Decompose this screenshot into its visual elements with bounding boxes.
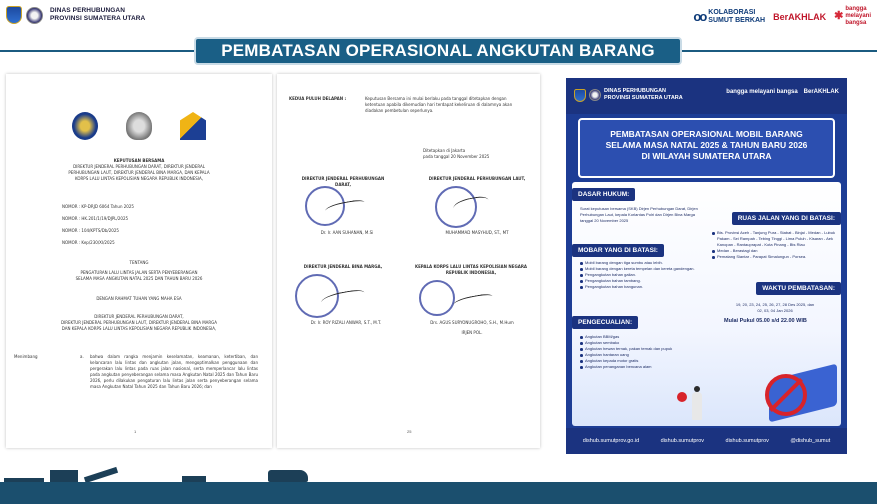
signatory-4-rank: IRJEN POL. [461,330,483,335]
kolaborasi-line-2: SUMUT BERKAH [708,16,766,24]
decree-line-1: DIREKTUR JENDERAL PERHUBUNGAN DARAT, DIREKTUR JENDERAL [73,164,205,169]
poster-title-2: SELAMA MASA NATAL 2025 & TAHUN BARU 2026 [605,140,808,150]
pengecualian-item: Angkutan penanganan bencana alam [580,364,676,370]
kolaborasi-logo [693,9,765,25]
mobar-item: Pengangkutan bahan bangunan. [580,284,702,290]
pengecualian-list [580,334,676,370]
menimbang-text: bahwa dalam rangka menjamin keselamatan, keamanan, ketertiban, dan kelancaran lalu lintas dan angkutan jalan, mengoptimalkan penggunaan dan pergerakan lalu lintas pada ruas jalan nasional, serta memperlancar lalu lintas pada angkutan penyeberangan selama masa Angkutan Natal 2025 dan Tahun Baru 2026, perlu dilakukan pengaturan lalu lintas jalan serta penyeberangan selama masa Angkutan Natal Tahun 2025 dan Tahun Baru 2026; dan [90,354,258,389]
province-emblem-icon [6,6,22,24]
decree-line-3: KORPS LALU LINTAS KEPOLISIAN NEGARA REPUBLIK INDONESIA, [74,176,204,181]
poster-title-1: PEMBATASAN OPERASIONAL MOBIL BARANG [610,129,803,139]
tanggal-text: pada tanggal 20 November 2025 [423,154,490,159]
mobar-item: Mobil barang dengan tiga sumbu atau lebih. [580,260,702,266]
article-label: KEDUA PULUH DELAPAN : [289,96,347,101]
footer-band [0,482,877,504]
ruas-item: Medan - Berastagi dan [712,248,838,254]
pengecualian-tag: PENGECUALIAN: [572,316,638,329]
poster-province-emblem-icon [574,89,586,102]
signatory-4-title: KEPALA KORPS LALU LINTAS KEPOLISIAN NEGARA REPUBLIK INDONESIA, [414,264,528,275]
title-banner [194,37,682,65]
page-number-right: 25 [407,429,412,434]
pengecualian-item: Angkutan BBM/gas [580,334,676,340]
poster-dishub-logo-icon [589,89,601,101]
kolaborasi-icon: oo [693,9,706,24]
traffic-officer-icon [692,392,702,420]
decree-rahmat: DENGAN RAHMAT TUHAN YANG MAHA ESA [96,296,182,301]
menimbang-letter: a. [80,354,84,359]
waktu-dates-1: 19, 20, 23, 24, 25, 26, 27, 28 Des 2025, dan [735,302,815,307]
bangga-line-2: melayani [845,13,871,19]
poster-title-box [578,118,835,178]
waktu-tag: WAKTU PEMBATASAN: [756,282,841,295]
footer-twitter: @dishub_sumut [790,438,831,444]
signatory-4-name: Drs. AGUS SURYONUGROHO, S.H., M.Hum [430,320,514,325]
poster-org [574,88,683,102]
berakhlak-logo: BerAKHLAK [773,11,827,22]
footer-instagram: dishub.sumutprov [660,438,705,444]
waktu-dates-2: 02, 03, 04 Jan 2026 [757,308,793,313]
decree-line-2: PERHUBUNGAN LAUT, DIREKTUR JENDERAL BINA MARGA, DAN KEPALA [68,170,210,175]
poster-header [566,78,847,114]
decree-director-3: DAN KEPALA KORPS LALU LINTAS KEPOLISIAN NEGARA REPUBLIK INDONESIA, [61,326,217,331]
decree-number-3: NOMOR : 104/KPTS/Db/2025 [62,228,119,233]
kemenhub-logo-icon [72,112,98,140]
footer-facebook: dishub.sumutprov [725,438,769,444]
prohibited-truck-icon [755,364,837,422]
ruas-jalan-list [712,230,838,260]
org-line-1: DINAS PERHUBUNGAN [50,7,126,14]
page-title: PEMBATASAN OPERASIONAL ANGKUTAN BARANG [221,41,655,60]
dishub-logo-icon [26,7,43,24]
org-line-2: PROVINSI SUMATERA UTARA [50,15,146,22]
poster-org-line-2: PROVINSI SUMATERA UTARA [604,95,683,101]
kolaborasi-line-1: KOLABORASI [708,8,756,16]
poster-brands [726,89,839,95]
mobar-tag: MOBAR YANG DI BATASI: [572,244,664,257]
header-org [6,6,145,24]
signatory-1-title: DIREKTUR JENDERAL PERHUBUNGAN DARAT, [301,176,385,187]
decree-logos [6,112,272,140]
decree-director-2: DIREKTUR JENDERAL PERHUBUNGAN LAUT, DIREKTUR JENDERAL BINA MARGA [60,320,218,325]
poster-body [572,182,841,426]
polri-logo-icon [126,112,152,140]
bangga-line-3: bangsa [845,20,867,26]
poster-title-3: DI WILAYAH SUMATERA UTARA [641,151,772,161]
header-brands [693,6,871,27]
mobar-item: Pengangkutan bahan galian. [580,272,702,278]
waktu-jam: Mulai Pukul 05.00 s/d 22.00 WIB [724,318,807,324]
decree-director-1: DIREKTUR JENDERAL PERHUBUNGAN DARAT, [94,314,184,319]
pengecualian-item: Angkutan kepada motor gratis [580,358,676,364]
pengecualian-item: Angkutan hantaran uang [580,352,676,358]
poster-brand-berakhlak: BerAKHLAK [803,89,839,95]
signatory-1-name: Dr. Ir. AAN SUHANAN, M.Si [320,230,374,235]
signature-4-icon [452,293,493,310]
footer-website: dishub.sumutprov.go.id [582,438,640,444]
pupr-logo-icon [180,112,206,140]
org-name [50,7,145,23]
mobar-list [580,260,702,290]
dasar-hukum-tag: DASAR HUKUM: [572,188,635,201]
bus-icon [268,470,308,482]
menimbang-label: Menimbang [14,354,38,359]
decree-number-2: NOMOR : HK.201/1/19/DJPL/2025 [62,216,129,221]
article-text: Keputusan Bersama ini mulai berlaku pada tanggal ditetapkan dengan ketentuan apabila dikemudian hari terdapat kekeliruan di dalamnya akan diadakan pembetulan seperlunya. [365,96,513,113]
bangga-icon: ✱ [834,10,844,22]
bangga-line-1: bangga [845,6,867,12]
signatory-2-title: DIREKTUR JENDERAL PERHUBUNGAN LAUT, [428,176,526,181]
decree-number-4: NOMOR : Kep/230/XI/2025 [62,240,115,245]
page-number-left: 1 [134,429,137,434]
ruas-item: Pematang Siantar - Parapat Simalungun - Porsea. [712,254,838,260]
ditetapkan-text: Ditetapkan di Jakarta [423,148,466,153]
decree-page-2 [277,74,540,448]
pengecualian-item: Angkutan sembako [580,340,676,346]
mobar-item: Mobil barang dengan kereta tempelan dan kereta gandengan. [580,266,702,272]
signatory-3-name: Dr. Ir. ROY RIZALI ANWAR, S.T., M.T. [310,320,382,325]
signatory-3-title: DIREKTUR JENDERAL BINA MARGA, [303,264,383,269]
decree-page-1 [6,74,272,448]
pengecualian-item: Angkutan hewan ternak, pakan ternak dan pupuk [580,346,676,352]
stop-sign-icon [677,392,687,402]
decree-tentang: TENTANG [129,260,149,265]
decree-heading: KEPUTUSAN BERSAMA [113,158,165,163]
signatory-2-name: MUHAMMAD MASYHUD, ST., MT [445,230,509,235]
decree-number-1: NOMOR : KP-DRJD 6064 Tahun 2025 [62,204,134,209]
ruas-jalan-tag: RUAS JALAN YANG DI BATASI: [732,212,841,225]
decree-about-2: SELAMA MASA ANGKUTAN NATAL 2025 DAN TAHUN BARU 2026 [75,276,203,281]
ruas-item: Bts. Provinsi Aceh - Tanjung Pura - Stabat - Binjai - Medan - Lubuk Pakam - Sei Rampah - Tebing Tinggi - Lima Puluh - Kisaran - Aek Kanopan - Rantauprapat - Kota Pinang - Bts Riau [712,230,838,248]
decree-about-1: PENGATURAN LALU LINTAS JALAN SERTA PENYEBERANGAN [80,270,198,275]
poster-org-line-1: DINAS PERHUBUNGAN [604,88,667,94]
poster-footer [566,428,847,454]
stamp-4-icon [419,280,455,316]
bangga-melayani-logo [834,6,871,27]
info-poster [566,78,847,454]
title-banner-wrap [0,37,877,65]
poster-brand-bangga: bangga melayani bangsa [726,89,798,95]
dasar-hukum-text: Surat keputusan bersama (SKB) Dirjen Perhubungan Darat, Dirjen Perhubungan Laut, kepala Korlantas Polri dan Dirjen Bina Marga tanggal 20 November 2025 [580,206,698,223]
mobar-item: Pengangkutan bahan tambang. [580,278,702,284]
